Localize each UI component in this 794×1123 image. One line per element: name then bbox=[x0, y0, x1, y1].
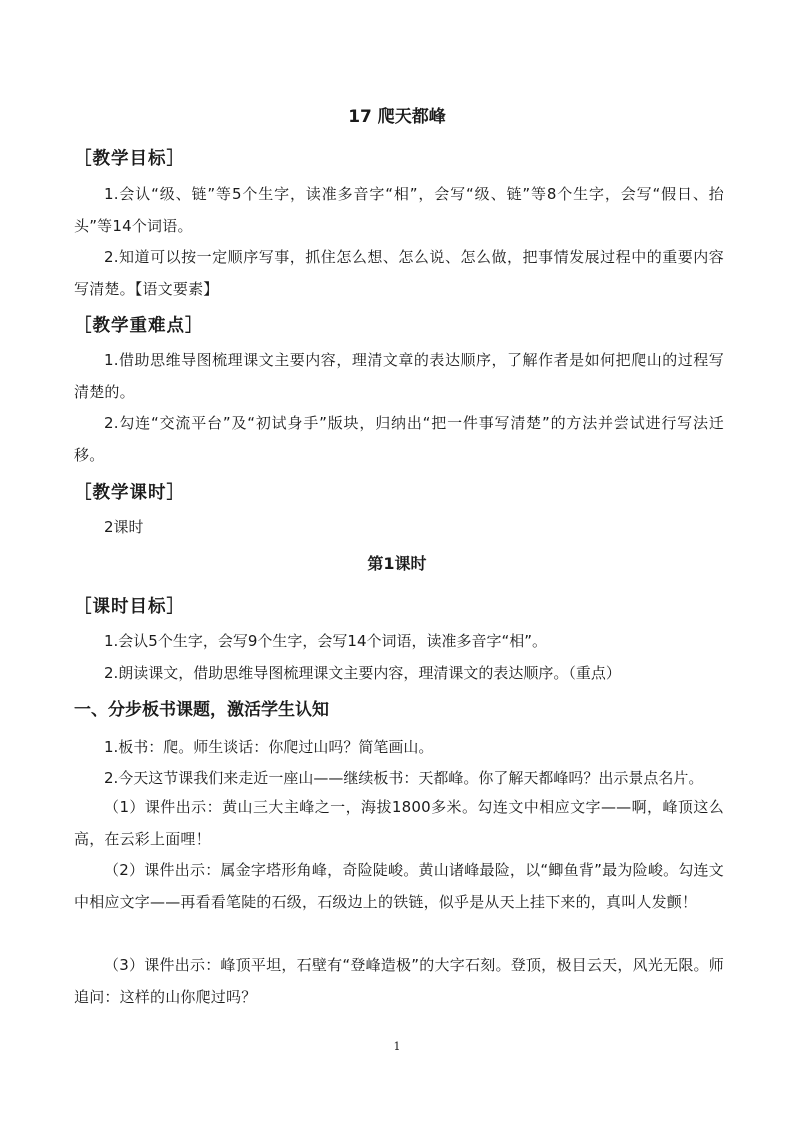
objective-item-1: 1.会认“级、链”等5个生字，读准多音字“相”，会写“级、链”等8个生字，会写“假日、抬头”等14个词语。 bbox=[74, 185, 724, 235]
part1-para-1: （1）课件出示：黄山三大主峰之一，海拔1800多米。勾连文中相应文字——啊，峰顶这么高，在云彩上面哩！ bbox=[74, 798, 724, 848]
objective-item-2: 2.知道可以按一定顺序写事，抓住怎么想、怎么说、怎么做，把事情发展过程中的重要内容写清楚。【语文要素】 bbox=[74, 248, 724, 298]
key-point-item-1: 1.借助思维导图梳理课文主要内容，理清文章的表达顺序，了解作者是如何把爬山的过程写清楚的。 bbox=[74, 351, 724, 401]
lesson1-title: 第1课时 bbox=[367, 554, 427, 573]
part1-para-2: （2）课件出示：属金字塔形角峰，奇险陡峻。黄山诸峰最险，以“鲫鱼背”最为险峻。勾连文中相应文字——再看看笔陡的石级，石级边上的铁链，似乎是从天上挂下来的，真叫人发颤！ bbox=[74, 861, 724, 911]
key-point-item-2: 2.勾连“交流平台”及“初试身手”版块，归纳出“把一件事写清楚”的方法并尝试进行写法迁移。 bbox=[74, 414, 724, 464]
periods-value: 2课时 bbox=[104, 518, 144, 536]
part1-line-2: 2.今天这节课我们来走近一座山——继续板书：天都峰。你了解天都峰吗？出示景点名片。 bbox=[104, 769, 704, 787]
key-points-heading: ［教学重难点］ bbox=[74, 316, 204, 336]
lesson1-goal-2: 2.朗读课文，借助思维导图梳理课文主要内容，理清课文的表达顺序。（重点） bbox=[104, 664, 621, 682]
periods-heading: ［教学课时］ bbox=[74, 483, 185, 503]
part1-heading: 一、分步板书课题，激活学生认知 bbox=[74, 700, 329, 720]
lesson1-goals-heading: ［课时目标］ bbox=[74, 597, 185, 617]
objectives-heading: ［教学目标］ bbox=[74, 149, 185, 169]
lesson1-goal-1: 1.会认5个生字，会写9个生字，会写14个词语，读准多音字“相”。 bbox=[104, 632, 548, 650]
part1-line-1: 1.板书：爬。师生谈话：你爬过山吗？简笔画山。 bbox=[104, 738, 434, 756]
part1-para-3: （3）课件出示：峰顶平坦，石壁有“登峰造极”的大字石刻。登顶，极目云天，风光无限。师追问：这样的山你爬过吗？ bbox=[74, 956, 724, 1006]
lesson-title: 17 爬天都峰 bbox=[348, 107, 446, 127]
page-number: 1 bbox=[393, 1040, 401, 1053]
